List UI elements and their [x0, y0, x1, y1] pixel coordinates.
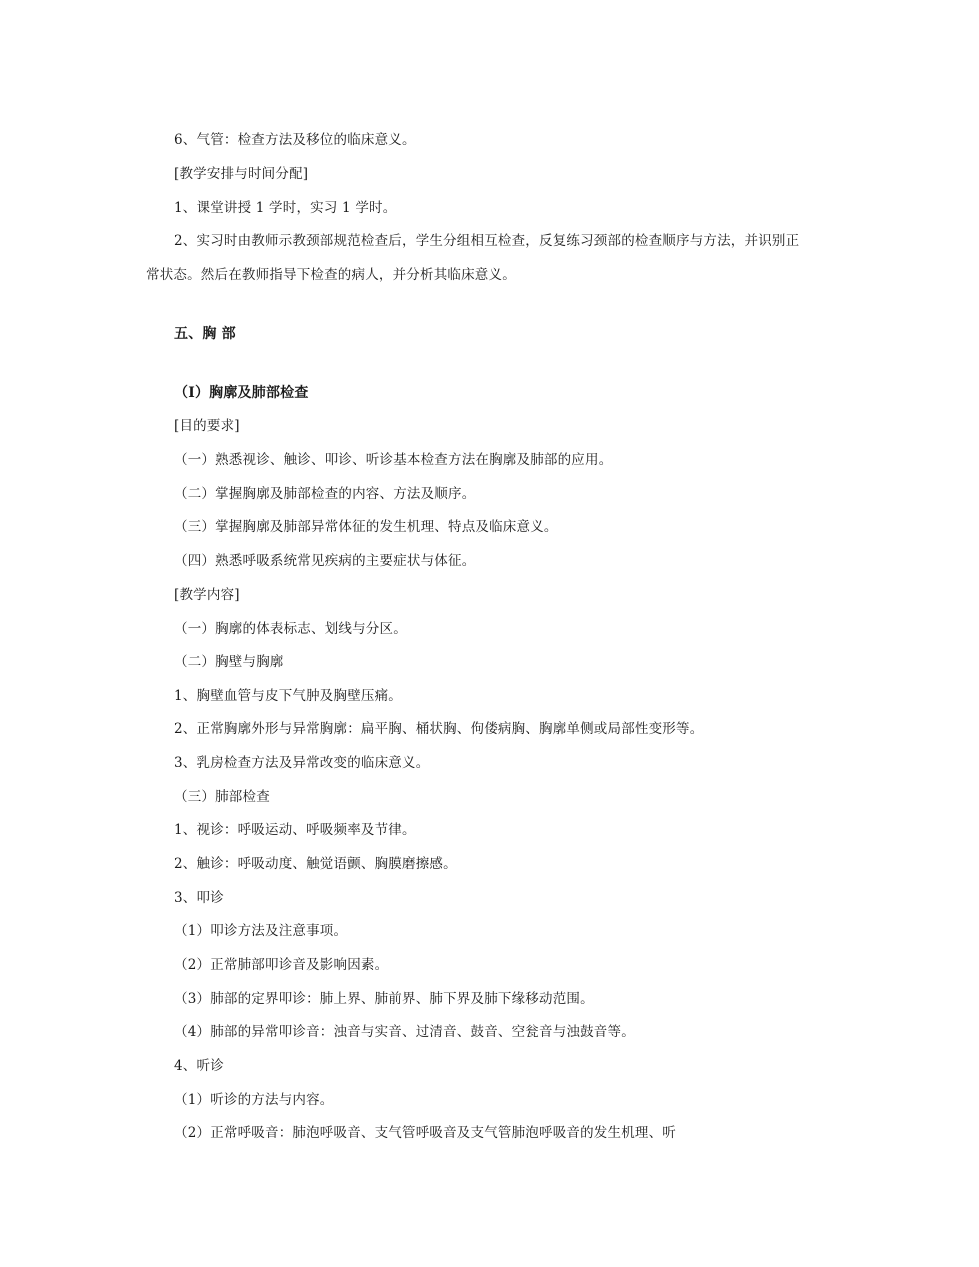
objective-item: （四）熟悉呼吸系统常见疾病的主要症状与体征。 [174, 553, 476, 569]
content-line: 1、视诊：呼吸运动、呼吸频率及节律。 [174, 822, 416, 838]
content-line: （2）正常肺部叩诊音及影响因素。 [174, 957, 389, 973]
content-line: 4、听诊 [174, 1058, 224, 1074]
objective-item: （二）掌握胸廓及肺部检查的内容、方法及顺序。 [174, 486, 476, 502]
content-line: （1）听诊的方法与内容。 [174, 1092, 334, 1108]
section-title: 五、胸 部 [174, 326, 236, 342]
content-line: （二）胸壁与胸廓 [174, 654, 284, 670]
arrangement-item-2-continued: 常状态。然后在教师指导下检查的病人，并分析其临床意义。 [146, 267, 516, 283]
content-line: 1、胸壁血管与皮下气肿及胸壁压痛。 [174, 688, 402, 704]
intro-item-6: 6、气管：检查方法及移位的临床意义。 [174, 132, 416, 148]
content-line: （1）叩诊方法及注意事项。 [174, 923, 348, 939]
objective-item: （一）熟悉视诊、触诊、叩诊、听诊基本检查方法在胸廓及肺部的应用。 [174, 452, 613, 468]
subsection-title: （Ⅰ）胸廓及肺部检查 [174, 385, 309, 401]
content-line: 3、乳房检查方法及异常改变的临床意义。 [174, 755, 430, 771]
objective-item: （三）掌握胸廓及肺部异常体征的发生机理、特点及临床意义。 [174, 519, 558, 535]
arrangement-item-2: 2、实习时由教师示教颈部规范检查后，学生分组相互检查，反复练习颈部的检查顺序与方法，并识别正 [174, 233, 800, 249]
content-line: （4）肺部的异常叩诊音：浊音与实音、过清音、鼓音、空瓮音与浊鼓音等。 [174, 1024, 635, 1040]
content-line: （一）胸廓的体表标志、划线与分区。 [174, 621, 407, 637]
content-heading: [教学内容] [174, 587, 240, 603]
arrangement-item-1: 1、课堂讲授 1 学时，实习 1 学时。 [174, 200, 397, 216]
content-line: （三）肺部检查 [174, 789, 270, 805]
objectives-heading: [目的要求] [174, 418, 240, 434]
content-line: 3、叩诊 [174, 890, 224, 906]
content-line: （2）正常呼吸音：肺泡呼吸音、支气管呼吸音及支气管肺泡呼吸音的发生机理、听 [174, 1125, 676, 1141]
content-line: 2、触诊：呼吸动度、触觉语颤、胸膜磨擦感。 [174, 856, 457, 872]
content-line: （3）肺部的定界叩诊：肺上界、肺前界、肺下界及肺下缘移动范围。 [174, 991, 594, 1007]
arrangement-heading: [教学安排与时间分配] [174, 166, 309, 182]
content-line: 2、正常胸廓外形与异常胸廓：扁平胸、桶状胸、佝偻病胸、胸廓单侧或局部性变形等。 [174, 721, 704, 737]
